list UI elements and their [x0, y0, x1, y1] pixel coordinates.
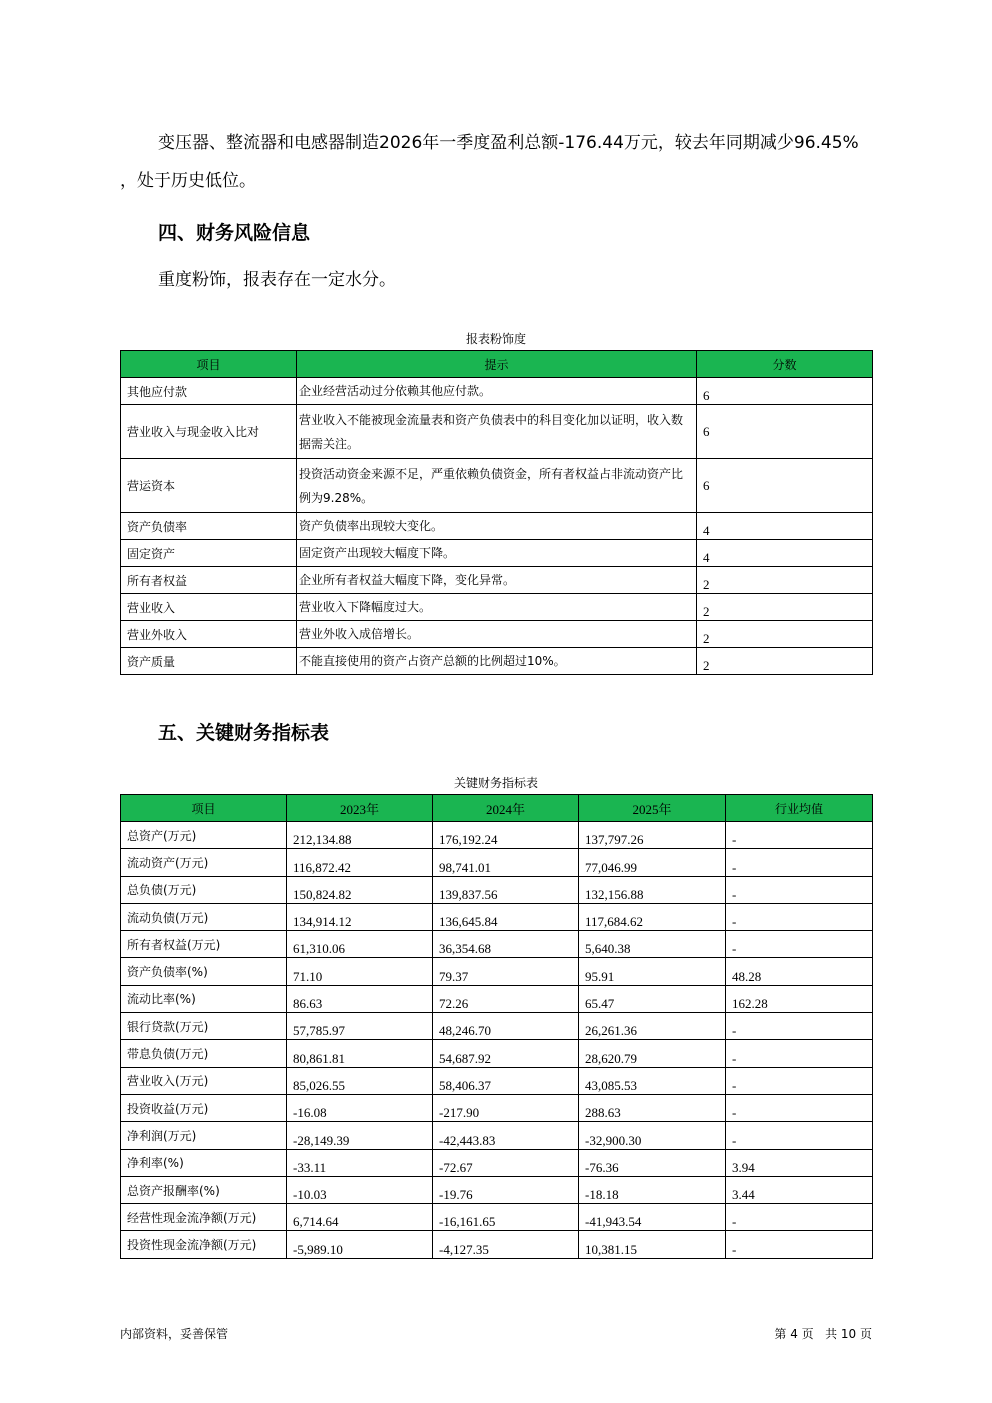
risk-hint: 营业收入不能被现金流量表和资产负债表中的科目变化加以证明，收入数据需关注。 [297, 405, 697, 459]
kpi-industry-avg: - [726, 1013, 873, 1040]
table-row [121, 1094, 873, 1121]
kpi-industry-avg: 48.28 [726, 958, 873, 985]
risk-item: 营业收入 [121, 594, 297, 621]
kpi-2023: 80,861.81 [287, 1040, 433, 1067]
section-4-text [120, 261, 880, 299]
table-row [121, 1231, 873, 1258]
kpi-2023: -33.11 [287, 1149, 433, 1176]
kpi-2024: -16,161.65 [433, 1204, 579, 1231]
table-row [121, 1122, 873, 1149]
kpi-2023: -16.08 [287, 1094, 433, 1121]
kpi-item: 投资性现金流净额(万元) [121, 1231, 287, 1258]
kpi-2025: 43,085.53 [579, 1067, 726, 1094]
kpi-item: 投资收益(万元) [121, 1094, 287, 1121]
kpi-2024: 79.37 [433, 958, 579, 985]
risk-hint: 投资活动资金来源不足，严重依赖负债资金，所有者权益占非流动资产比例为9.28%。 [297, 459, 697, 513]
risk-hint: 企业经营活动过分依赖其他应付款。 [297, 378, 697, 405]
kpi-2023: 134,914.12 [287, 903, 433, 930]
kpi-2024: 139,837.56 [433, 876, 579, 903]
kpi-2025: 137,797.26 [579, 822, 726, 849]
table-row [121, 849, 873, 876]
footer-confidential-note: 内部资料，妥善保管 [120, 1327, 229, 1341]
kpi-2025: 117,684.62 [579, 903, 726, 930]
table-row [121, 567, 873, 594]
risk-score: 6 [697, 378, 873, 405]
kpi-2024: -72.67 [433, 1149, 579, 1176]
kpi-item: 流动负债(万元) [121, 903, 287, 930]
kpi-2024: 36,354.68 [433, 931, 579, 958]
intro-line-1: 变压器、整流器和电感器制造2026年一季度盈利总额-176.44万元，较去年同期减少96.45% [158, 133, 859, 153]
kpi-2023: 61,310.06 [287, 931, 433, 958]
kpi-2025: -32,900.30 [579, 1122, 726, 1149]
kpi-2024: 176,192.24 [433, 822, 579, 849]
section-5-heading: 五、关键财务指标表 [158, 722, 330, 744]
kpi-item: 所有者权益(万元) [121, 931, 287, 958]
table-row [121, 876, 873, 903]
kpi-industry-avg: - [726, 822, 873, 849]
table-row [121, 540, 873, 567]
risk-item: 其他应付款 [121, 378, 297, 405]
risk-hint: 固定资产出现较大幅度下降。 [297, 540, 697, 567]
kpi-2025: 95.91 [579, 958, 726, 985]
kpi-2023: -28,149.39 [287, 1122, 433, 1149]
risk-item: 所有者权益 [121, 567, 297, 594]
risk-hint: 不能直接使用的资产占资产总额的比例超过10%。 [297, 648, 697, 675]
kpi-2023: 86.63 [287, 985, 433, 1012]
kpi-2023: 116,872.42 [287, 849, 433, 876]
kpi-item: 总资产(万元) [121, 822, 287, 849]
kpi-2024: 72.26 [433, 985, 579, 1012]
kpi-2025: 10,381.15 [579, 1231, 726, 1258]
kpi-2024: -19.76 [433, 1176, 579, 1203]
kpi-table [120, 794, 873, 1259]
kpi-2024: 48,246.70 [433, 1013, 579, 1040]
section-4-text-content: 重度粉饰，报表存在一定水分。 [158, 270, 396, 290]
kpi-2025: 132,156.88 [579, 876, 726, 903]
table-row [121, 1149, 873, 1176]
kpi-header-industry-avg: 行业均值 [726, 795, 873, 822]
kpi-item: 总资产报酬率(%) [121, 1176, 287, 1203]
risk-score: 4 [697, 513, 873, 540]
kpi-2023: 150,824.82 [287, 876, 433, 903]
risk-hint: 资产负债率出现较大变化。 [297, 513, 697, 540]
risk-item: 固定资产 [121, 540, 297, 567]
risk-table-caption: 报表粉饰度 [465, 332, 526, 346]
risk-hint: 营业外收入成倍增长。 [297, 621, 697, 648]
kpi-header-item: 项目 [121, 795, 287, 822]
kpi-item: 流动比率(%) [121, 985, 287, 1012]
kpi-2024: -4,127.35 [433, 1231, 579, 1258]
kpi-2024: 54,687.92 [433, 1040, 579, 1067]
kpi-2025: -76.36 [579, 1149, 726, 1176]
table-row [121, 621, 873, 648]
risk-table-header-row [121, 351, 873, 378]
table-row [121, 1040, 873, 1067]
risk-score: 6 [697, 459, 873, 513]
kpi-industry-avg: - [726, 1067, 873, 1094]
kpi-header-2025: 2025年 [579, 795, 726, 822]
risk-item: 资产质量 [121, 648, 297, 675]
kpi-2024: 136,645.84 [433, 903, 579, 930]
kpi-2025: 288.63 [579, 1094, 726, 1121]
kpi-2025: 77,046.99 [579, 849, 726, 876]
risk-score: 2 [697, 621, 873, 648]
table-row [121, 594, 873, 621]
kpi-2023: 212,134.88 [287, 822, 433, 849]
kpi-2023: 85,026.55 [287, 1067, 433, 1094]
kpi-industry-avg: - [726, 1122, 873, 1149]
table-row [121, 513, 873, 540]
table-row [121, 1067, 873, 1094]
kpi-item: 营业收入(万元) [121, 1067, 287, 1094]
kpi-industry-avg: - [726, 1040, 873, 1067]
table-row [121, 648, 873, 675]
kpi-industry-avg: - [726, 1204, 873, 1231]
kpi-2023: -10.03 [287, 1176, 433, 1203]
kpi-header-2024: 2024年 [433, 795, 579, 822]
kpi-industry-avg: - [726, 876, 873, 903]
risk-header-hint: 提示 [297, 351, 697, 378]
kpi-table-header-row [121, 795, 873, 822]
kpi-industry-avg: - [726, 931, 873, 958]
kpi-item: 流动资产(万元) [121, 849, 287, 876]
risk-table [120, 350, 873, 675]
kpi-item: 银行贷款(万元) [121, 1013, 287, 1040]
table-row [121, 985, 873, 1012]
risk-score: 4 [697, 540, 873, 567]
table-row [121, 958, 873, 985]
kpi-industry-avg: - [726, 849, 873, 876]
table-row [121, 378, 873, 405]
kpi-item: 带息负债(万元) [121, 1040, 287, 1067]
kpi-industry-avg: 3.44 [726, 1176, 873, 1203]
risk-score: 6 [697, 405, 873, 459]
kpi-industry-avg: 3.94 [726, 1149, 873, 1176]
kpi-industry-avg: - [726, 1094, 873, 1121]
kpi-2025: -41,943.54 [579, 1204, 726, 1231]
risk-header-score: 分数 [697, 351, 873, 378]
kpi-table-caption: 关键财务指标表 [453, 776, 538, 790]
table-row [121, 931, 873, 958]
risk-header-item: 项目 [121, 351, 297, 378]
kpi-2024: 58,406.37 [433, 1067, 579, 1094]
kpi-industry-avg: - [726, 903, 873, 930]
table-row [121, 1013, 873, 1040]
intro-paragraph [120, 124, 880, 200]
risk-hint: 企业所有者权益大幅度下降，变化异常。 [297, 567, 697, 594]
kpi-2025: -18.18 [579, 1176, 726, 1203]
intro-line-2: ，处于历史低位。 [120, 171, 256, 191]
kpi-2024: -217.90 [433, 1094, 579, 1121]
kpi-2024: -42,443.83 [433, 1122, 579, 1149]
kpi-item: 净利率(%) [121, 1149, 287, 1176]
kpi-item: 总负债(万元) [121, 876, 287, 903]
risk-score: 2 [697, 567, 873, 594]
kpi-item: 经营性现金流净额(万元) [121, 1204, 287, 1231]
section-4-heading: 四、财务风险信息 [158, 222, 311, 244]
table-row [121, 1204, 873, 1231]
risk-hint: 营业收入下降幅度过大。 [297, 594, 697, 621]
kpi-item: 净利润(万元) [121, 1122, 287, 1149]
kpi-header-2023: 2023年 [287, 795, 433, 822]
kpi-2025: 26,261.36 [579, 1013, 726, 1040]
kpi-2025: 5,640.38 [579, 931, 726, 958]
risk-score: 2 [697, 594, 873, 621]
kpi-2024: 98,741.01 [433, 849, 579, 876]
table-row [121, 459, 873, 513]
kpi-2025: 65.47 [579, 985, 726, 1012]
kpi-2023: 6,714.64 [287, 1204, 433, 1231]
risk-score: 2 [697, 648, 873, 675]
risk-item: 营业收入与现金收入比对 [121, 405, 297, 459]
risk-item: 营运资本 [121, 459, 297, 513]
kpi-industry-avg: 162.28 [726, 985, 873, 1012]
table-row [121, 1176, 873, 1203]
kpi-2023: 57,785.97 [287, 1013, 433, 1040]
risk-item: 营业外收入 [121, 621, 297, 648]
table-row [121, 903, 873, 930]
kpi-industry-avg: - [726, 1231, 873, 1258]
kpi-2023: -5,989.10 [287, 1231, 433, 1258]
kpi-2025: 28,620.79 [579, 1040, 726, 1067]
kpi-item: 资产负债率(%) [121, 958, 287, 985]
table-row [121, 405, 873, 459]
table-row [121, 822, 873, 849]
footer-page-number: 第 4 页 共 10 页 [774, 1327, 872, 1341]
kpi-2023: 71.10 [287, 958, 433, 985]
risk-item: 资产负债率 [121, 513, 297, 540]
